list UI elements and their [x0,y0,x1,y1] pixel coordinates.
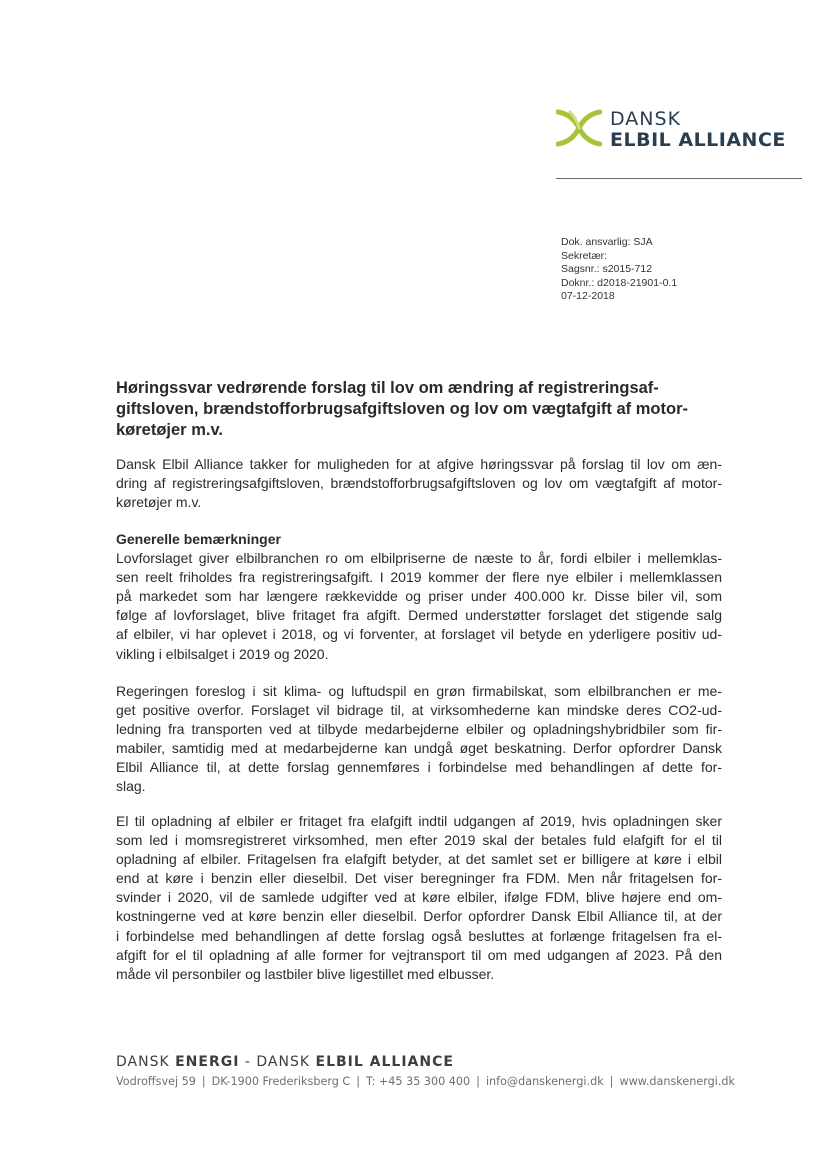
document-meta [561,236,677,304]
footer-org-a-plain: DANSK [116,1054,176,1070]
document-title [116,378,716,441]
logo-text-elbil-alliance: ELBIL ALLIANCE [610,129,786,151]
meta-case-number: Sagsnr.: s2015-712 [561,263,653,276]
footer-separator: | [476,1075,480,1088]
paragraph-green-company-car [116,682,722,797]
intro-paragraph [116,455,722,512]
footer-contact [116,1075,735,1088]
footer-city: DK-1900 Frederiksberg C [211,1075,351,1088]
text-line: kostningerne ved at køre benzin eller dieselbil. Derfor opfordrer Dansk Elbil Alliance til, at der [116,908,722,925]
footer-separator: | [201,1075,206,1088]
footer-org-b-bold: ELBIL ALLIANCE [315,1054,454,1070]
text-line: Lovforslaget giver elbilbranchen ro om elbilpriserne de næste to år, fordi elbiler i mellemklas- [116,550,722,567]
text-line: mabiler, samtidig med at medarbejderne kan undgå øget beskatning. Derfor opfordrer Dansk [116,740,722,757]
alliance-mark-icon [556,108,602,148]
footer-org-dash: - DANSK [239,1054,316,1070]
text-line: get positive overfor. Forslaget vil bidrage til, at virksomhederne kan mindske deres CO2-ud- [116,702,722,719]
text-line: følge af lovforslaget, blive fritaget fra afgift. Dermed understøtter forslaget det stigende salg [116,607,722,624]
text-line: sen reelt friholdes fra registreringsafgift. I 2019 kommer der flere nye elbiler i mellemklassen [116,569,722,586]
footer-web-link[interactable]: www.danskenergi.dk [619,1075,735,1088]
text-line: i forbindelse med behandlingen af dette forslag også besluttes at forlænge fritagelsen fra el- [116,927,722,944]
text-line: på markedet som har længere rækkevidde og priser under 400.000 kr. Disse biler vil, som [116,588,722,605]
text-line: køretøjer m.v. [116,494,202,511]
meta-date: 07-12-2018 [561,290,615,303]
footer-email-link[interactable]: info@danskenergi.dk [485,1075,604,1088]
paragraph-electricity-tax [116,812,722,984]
meta-doc-number: Doknr.: d2018-21901-0.1 [561,276,678,289]
section-heading: Generelle bemærkninger [116,531,281,547]
dansk-elbil-alliance-logo [556,108,786,158]
title-line: Høringssvar vedrørende forslag til lov om ændring af registreringsaf- [116,379,659,397]
text-line: dring af registreringsafgiftsloven, brændstofforbrugsafgiftsloven og lov om vægtafgift af motor- [116,475,722,492]
footer-org-a-bold: ENERGI [175,1054,240,1070]
text-line: opladning af elbiler. Fritagelsen fra elafgift betyder, at det samlet set er billigere at køre i elbil [116,851,722,868]
logo-text-dansk: DANSK [610,108,682,130]
footer-separator: | [356,1075,360,1088]
text-line: svinder i 2020, vil de samlede udgifter ved at køre elbiler, ifølge FDM, blive højere end om- [116,889,722,906]
text-line: Regeringen foreslog i sit klima- og luftudspil en grøn firmabilskat, som elbilbranchen er me- [116,683,722,699]
footer-address: Vodroffsvej 59 [116,1075,196,1088]
text-line: som led i momsregistreret virksomhed, men efter 2019 skal der betales fuld elafgift for el til [116,832,722,849]
footer-separator: | [609,1075,614,1088]
title-line: køretøjer m.v. [116,421,223,439]
text-line: måde vil personbiler og lastbiler blive ligestillet med elbusser. [116,965,495,982]
text-line: af elbiler, vi har oplevet i 2018, og vi forventer, at forslaget vil betyde en yderligere positiv ud- [116,626,722,643]
text-line: ledning fra transporten ved at tilbyde medarbejderne elbiler og opladningshybridbiler som fir- [116,721,722,738]
footer-phone: T: +45 35 300 400 [366,1075,471,1088]
text-line: Dansk Elbil Alliance takker for muligheden for at afgive høringssvar på forslag til lov om æn- [116,456,722,472]
text-line: end at køre i benzin eller dieselbil. Det viser beregninger fra FDM. Men når fritagelsen for- [116,870,722,887]
text-line: Elbil Alliance til, at dette forslag gennemføres i forbindelse med behandlingen af dette for- [116,759,722,776]
meta-doc-responsible: Dok. ansvarlig: SJA [561,236,653,248]
footer-organizations [116,1054,454,1070]
text-line: vikling i elbilsalget i 2019 og 2020. [116,645,329,662]
text-line: El til opladning af elbiler er fritaget fra elafgift indtil udgangen af 2019, hvis opladningen sker [116,813,722,829]
header-divider [556,178,802,179]
general-remarks-section [116,530,722,664]
title-line: giftsloven, brændstofforbrugsafgiftsloven og lov om vægtafgift af motor- [116,400,688,418]
meta-secretary: Sekretær: [561,249,608,262]
text-line: slag. [116,778,146,795]
text-line: afgift for el til opladning af alle former for vejtransport til om med udgangen af 2023. På den [116,946,722,963]
